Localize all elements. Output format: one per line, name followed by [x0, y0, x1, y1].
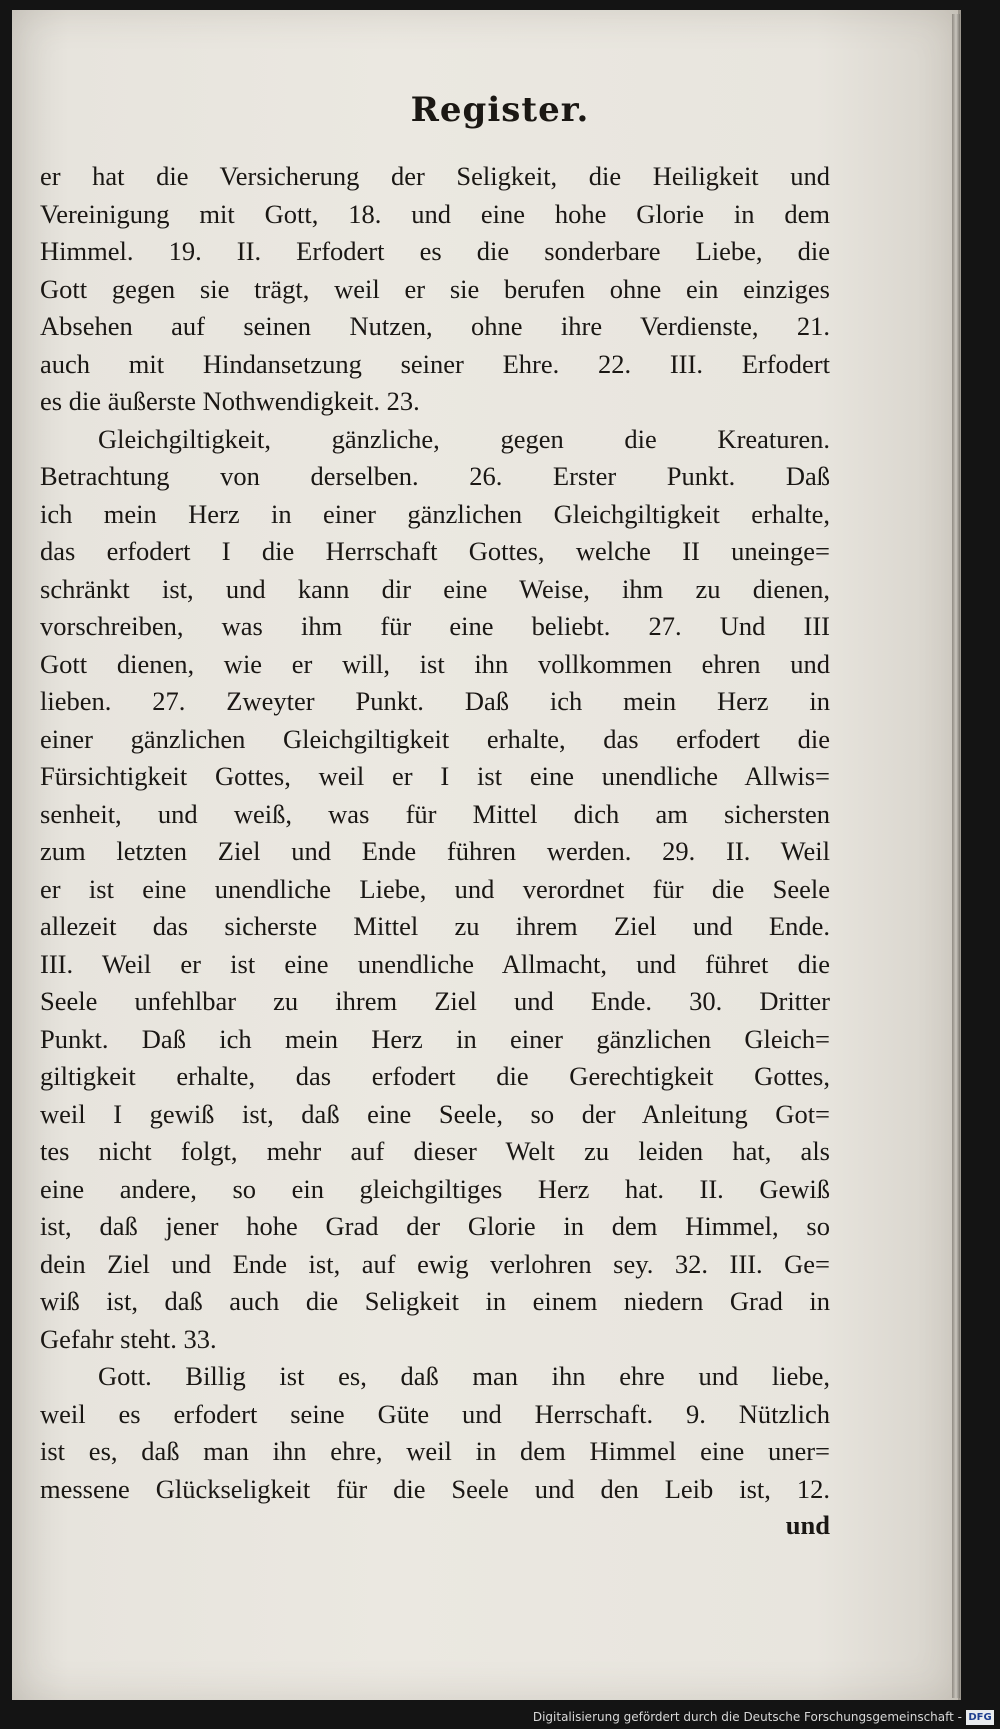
text-line: Betrachtung von derselben. 26. Erster Punkt. Daß [40, 461, 830, 491]
entry-start-line: Gott. Billig ist es, daß man ihn ehre und liebe, [98, 1361, 830, 1391]
text-line: auch mit Hindansetzung seiner Ehre. 22. III. Erfodert [40, 348, 830, 379]
text-line: III. Weil er ist eine unendliche Allmacht, und führet die [40, 948, 830, 979]
text-line: lieben. 27. Zweyter Punkt. Daß ich mein Herz in [40, 686, 830, 716]
text-line: tes nicht folgt, mehr auf dieser Welt zu leiden hat, als [40, 1136, 830, 1166]
text-line: senheit, und weiß, was für Mittel dich am sichersten [40, 798, 830, 829]
text-line: Gott gegen sie trägt, weil er sie berufen ohne ein einziges [40, 273, 830, 304]
text-line: Seele unfehlbar zu ihrem Ziel und Ende. 30. Dritter [40, 986, 830, 1016]
text-line: zum letzten Ziel und Ende führen werden. 29. II. Weil [40, 836, 830, 866]
text-line: weil I gewiß ist, daß eine Seele, so der Anleitung Got= [40, 1098, 830, 1129]
running-head: Register. [410, 90, 590, 130]
text-line: Gott dienen, wie er will, ist ihn vollkommen ehren und [40, 648, 830, 679]
text-line: er ist eine unendliche Liebe, und verordnet für die Seele [40, 873, 830, 904]
text-line: vorschreiben, was ihm für eine beliebt. 27. Und III [40, 611, 830, 641]
text-line: einer gänzlichen Gleichgiltigkeit erhalte, das erfodert die [40, 723, 830, 754]
text-line: Gefahr steht. 33. [40, 1323, 217, 1354]
text-line: schränkt ist, und kann dir eine Weise, ihm zu dienen, [40, 573, 830, 604]
dfg-logo[interactable]: DFG [966, 1710, 994, 1725]
text-line: Fürsichtigkeit Gottes, weil er I ist eine unendliche Allwis= [40, 761, 830, 791]
text-line: Punkt. Daß ich mein Herz in einer gänzlichen Gleich= [40, 1023, 830, 1054]
text-line: dein Ziel und Ende ist, auf ewig verlohren sey. 32. III. Ge= [40, 1248, 830, 1279]
text-line: messene Glückseligkeit für die Seele und den Leib ist, 12. [40, 1473, 830, 1504]
text-line: allezeit das sicherste Mittel zu ihrem Ziel und Ende. [40, 911, 830, 941]
text-line: Vereinigung mit Gott, 18. und eine hohe Glorie in dem [40, 198, 830, 229]
text-line: ist es, daß man ihn ehre, weil in dem Himmel eine uner= [40, 1436, 830, 1466]
footer-bar [0, 1703, 1000, 1729]
text-line: es die äußerste Nothwendigkeit. 23. [40, 386, 420, 416]
text-line: Absehen auf seinen Nutzen, ohne ihre Verdienste, 21. [40, 311, 830, 341]
entry-start-line: Gleichgiltigkeit, gänzliche, gegen die Kreaturen. [98, 423, 830, 454]
text-line: giltigkeit erhalte, das erfodert die Gerechtigkeit Gottes, [40, 1061, 830, 1091]
page-edge [952, 14, 960, 1698]
text-line: eine andere, so ein gleichgiltiges Herz hat. II. Gewiß [40, 1173, 830, 1204]
text-line: weil es erfodert seine Güte und Herrschaft. 9. Nützlich [40, 1398, 830, 1429]
digitization-credit: Digitalisierung gefördert durch die Deutsche Forschungsgemeinschaft - [532, 1710, 962, 1724]
page-text [40, 158, 830, 1508]
text-line: ich mein Herz in einer gänzlichen Gleichgiltigkeit erhalte, [40, 498, 830, 529]
text-line: Himmel. 19. II. Erfodert es die sonderbare Liebe, die [40, 236, 830, 266]
text-line: ist, daß jener hohe Grad der Glorie in dem Himmel, so [40, 1211, 830, 1241]
catchword: und [785, 1510, 830, 1540]
text-line: wiß ist, daß auch die Seligkeit in einem niedern Grad in [40, 1286, 830, 1316]
text-line: das erfodert I die Herrschaft Gottes, welche II uneinge= [40, 536, 830, 566]
text-line: er hat die Versicherung der Seligkeit, die Heiligkeit und [40, 161, 830, 191]
